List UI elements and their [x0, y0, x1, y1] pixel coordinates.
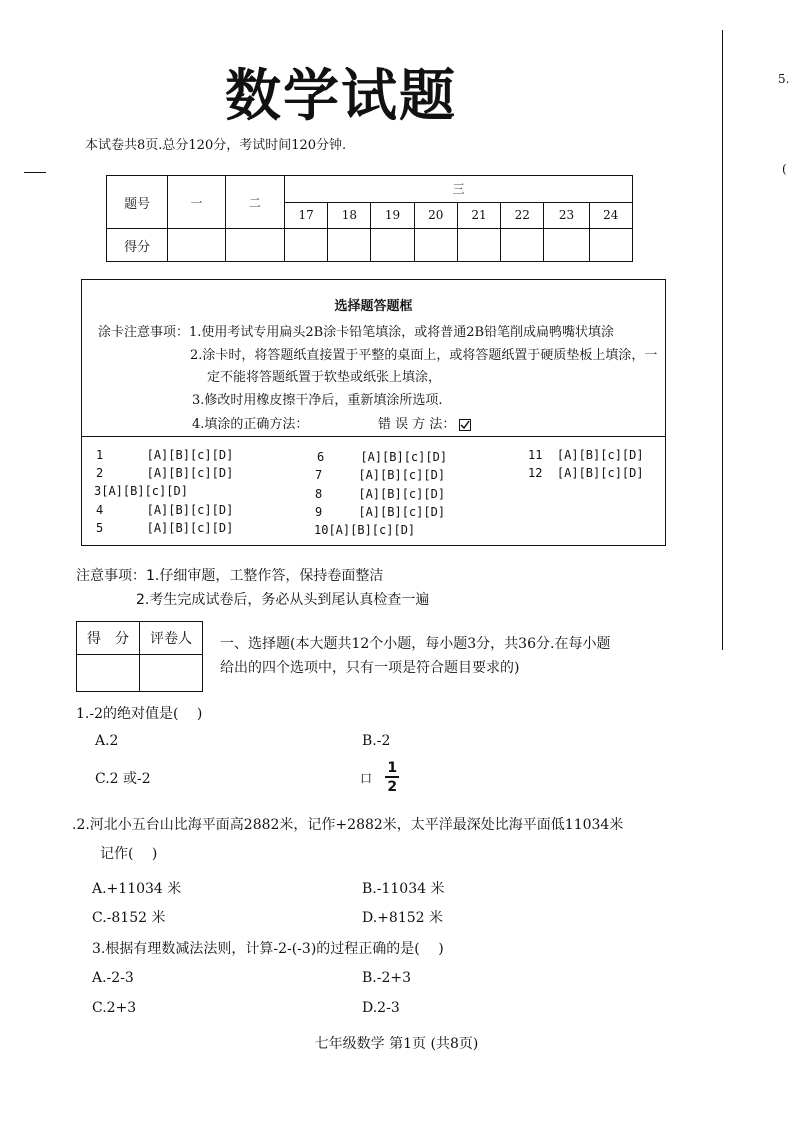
instruction-line-1: 涂卡注意事项：1.使用考试专用扁头2B涂卡铅笔填涂，或将普通2B铅笔削成扁鸭嘴状填涂 — [98, 325, 615, 340]
answer-row-7[interactable]: 7 [A][B][c][D] — [315, 468, 446, 482]
choice-box-title: 选择题答题框 — [334, 299, 413, 314]
section-heading-2: 给出的四个选项中，只有一项是符合题目要求的) — [220, 660, 520, 676]
score-cell[interactable] — [225, 229, 284, 262]
instruction-line-4: 3.修改时用橡皮擦干净后，重新填涂所选项. — [192, 393, 443, 408]
grader-table — [76, 621, 203, 692]
score-cell[interactable] — [414, 229, 457, 262]
q3-option-a[interactable]: A.-2-3 — [92, 970, 134, 986]
section-heading-1: 一、选择题(本大题共12个小题，每小题3分，共36分.在每小题 — [220, 636, 611, 652]
side-paren: ( — [782, 162, 787, 176]
header-q17: 17 — [284, 202, 327, 229]
answer-row-4[interactable]: 4 [A][B][c][D] — [96, 503, 234, 517]
header-q21: 21 — [457, 202, 500, 229]
choice-answer-box — [81, 279, 666, 546]
grader-name-label: 评卷人 — [140, 622, 203, 655]
score-cell[interactable] — [589, 229, 632, 262]
header-q23: 23 — [544, 202, 589, 229]
notes-line-2: 2.考生完成试卷后，务必从头到尾认真检查一遍 — [136, 592, 430, 608]
checkbox-icon — [459, 419, 471, 431]
instruction-line-2: 2.涂卡时，将答题纸直接置于平整的桌面上，或将答题纸置于硬质垫板上填涂，一 — [190, 348, 658, 363]
score-cell[interactable] — [501, 229, 544, 262]
score-cell[interactable] — [168, 229, 225, 262]
q3-option-d[interactable]: D.2-3 — [362, 1000, 400, 1016]
q2-option-a[interactable]: A.+11034 米 — [92, 881, 182, 897]
answer-row-3[interactable]: 3[A][B][c][D] — [94, 484, 188, 498]
answer-row-5[interactable]: 5 [A][B][c][D] — [96, 521, 234, 535]
q2-option-d[interactable]: D.+8152 米 — [362, 910, 443, 926]
q1-option-a[interactable]: A.2 — [95, 733, 119, 749]
binding-line — [722, 30, 723, 650]
header-question-no: 题号 — [107, 176, 168, 229]
score-table — [106, 175, 633, 262]
instruction-line-5: 4.填涂的正确方法： — [192, 417, 309, 432]
header-q24: 24 — [589, 202, 632, 229]
answer-row-10[interactable]: 10[A][B][c][D] — [314, 523, 416, 537]
answer-row-6[interactable]: 6 [A][B][c][D] — [317, 450, 448, 464]
notes-line-1: 注意事项：1.仔细审题，工整作答，保持卷面整洁 — [76, 568, 384, 584]
header-q20: 20 — [414, 202, 457, 229]
header-q19: 19 — [371, 202, 414, 229]
instruction-line-3: 定不能将答题纸置于软垫或纸张上填涂， — [207, 370, 442, 385]
q2-option-c[interactable]: C.-8152 米 — [92, 910, 166, 926]
q3-option-b[interactable]: B.-2+3 — [362, 970, 412, 986]
score-cell[interactable] — [544, 229, 589, 262]
answer-row-9[interactable]: 9 [A][B][c][D] — [315, 505, 446, 519]
q3-option-c[interactable]: C.2+3 — [92, 1000, 137, 1016]
choice-box-divider — [82, 436, 665, 437]
question-2-stem: .2.河北小五台山比海平面高2882米，记作+2882米，太平洋最深处比海平面低11034米 — [72, 817, 624, 833]
row-score-label: 得分 — [107, 229, 168, 262]
q1-option-d-prefix: 口 — [360, 771, 373, 786]
score-cell[interactable] — [371, 229, 414, 262]
answer-row-2[interactable]: 2 [A][B][c][D] — [96, 466, 234, 480]
grader-score-cell[interactable] — [77, 655, 140, 692]
header-part-one: 一 — [168, 176, 225, 229]
question-1-stem: 1.-2的绝对值是( ) — [76, 706, 203, 722]
q1-option-d[interactable] — [360, 760, 399, 796]
q1-option-c[interactable]: C.2 或-2 — [95, 771, 151, 787]
score-cell[interactable] — [457, 229, 500, 262]
exam-intro: 本试卷共8页.总分120分，考试时间120分钟. — [85, 138, 347, 153]
answer-row-12[interactable]: 12 [A][B][c][D] — [528, 466, 644, 480]
fraction: $\frac{1}{2}$ — [387, 760, 398, 795]
q2-option-b[interactable]: B.-11034 米 — [362, 881, 445, 897]
page-title: 数学试题 — [225, 64, 457, 129]
header-q18: 18 — [328, 202, 371, 229]
answer-row-11[interactable]: 11 [A][B][c][D] — [528, 448, 644, 462]
wrong-method-label: 错 误 方 法： — [378, 417, 456, 432]
question-2-stem-cont: 记作( ) — [100, 846, 158, 862]
side-question-5: 5. — [778, 72, 790, 86]
header-part-two: 二 — [225, 176, 284, 229]
score-cell[interactable] — [328, 229, 371, 262]
left-margin-mark — [24, 172, 46, 173]
answer-row-1[interactable]: 1 [A][B][c][D] — [96, 448, 234, 462]
grader-score-label: 得 分 — [77, 622, 140, 655]
header-part-three: 三 — [284, 176, 632, 203]
score-cell[interactable] — [284, 229, 327, 262]
answer-row-8[interactable]: 8 [A][B][c][D] — [315, 487, 446, 501]
header-q22: 22 — [501, 202, 544, 229]
grader-name-cell[interactable] — [140, 655, 203, 692]
wrong-method — [378, 413, 471, 432]
page-footer: 七年级数学 第1页 (共8页) — [314, 1036, 479, 1052]
q1-option-b[interactable]: B.-2 — [362, 733, 391, 749]
question-3-stem: 3.根据有理数减法法则，计算-2-(-3)的过程正确的是( ) — [92, 941, 444, 957]
